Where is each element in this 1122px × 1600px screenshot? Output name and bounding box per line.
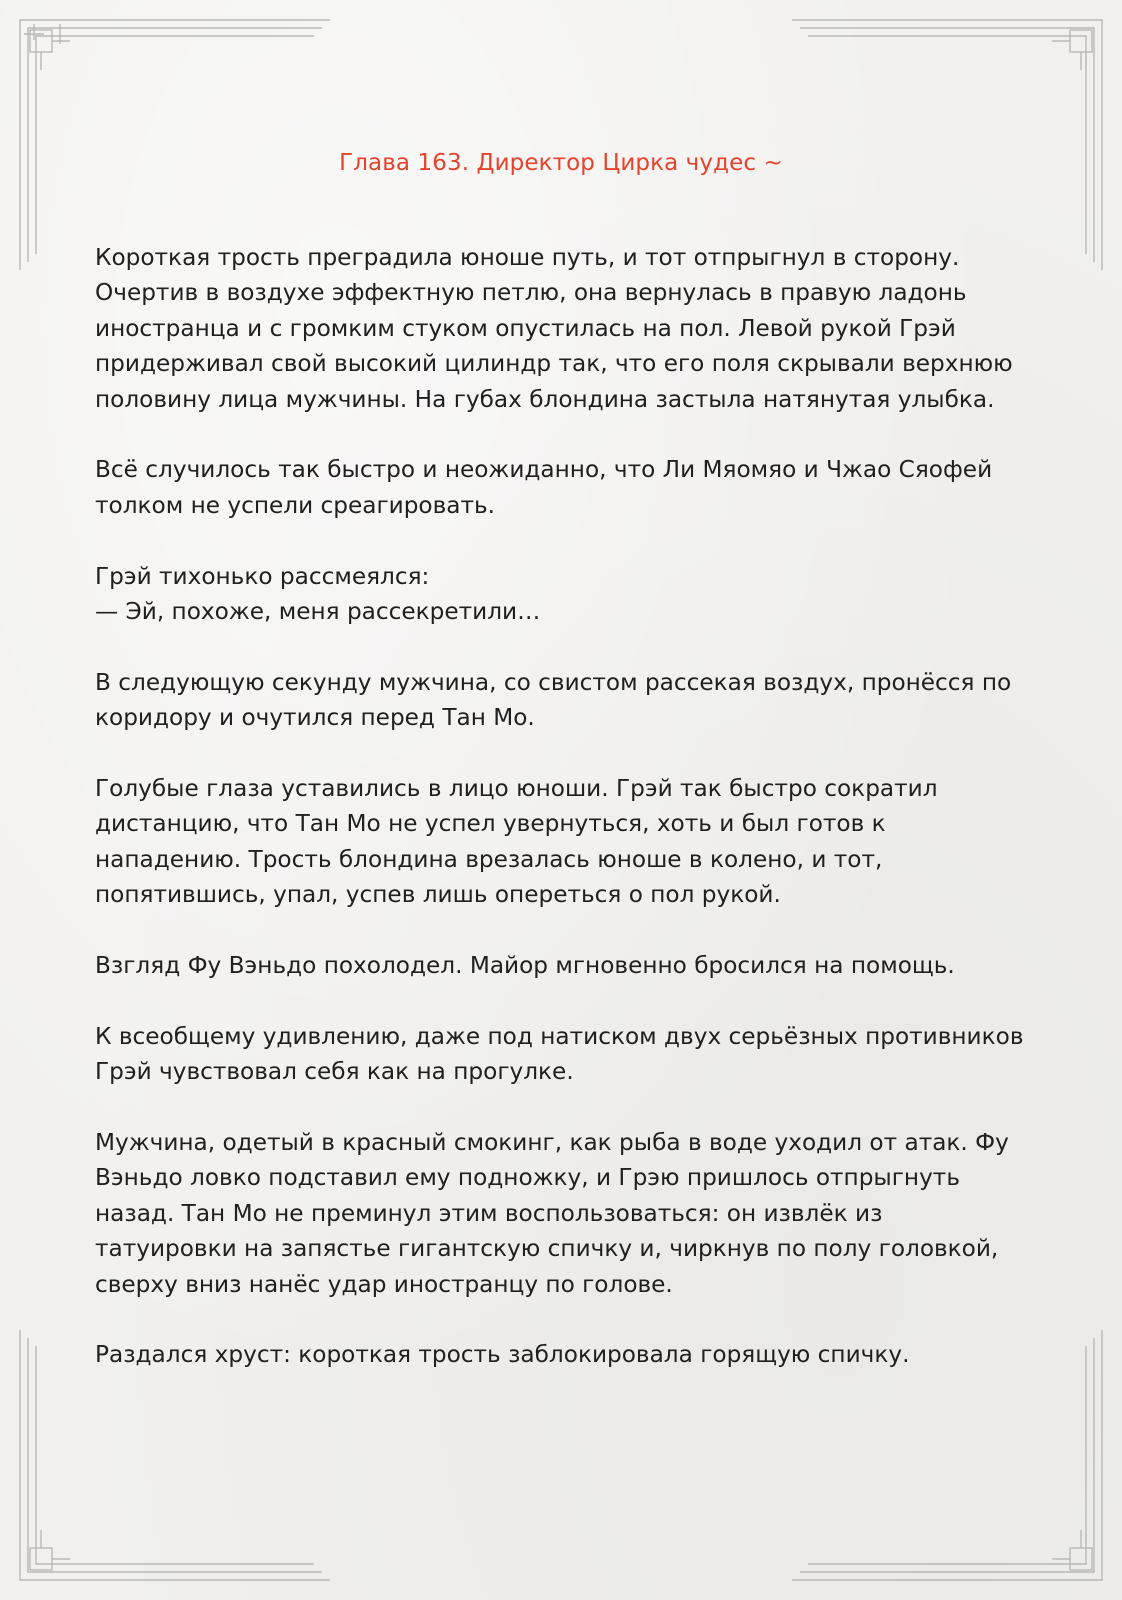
paragraph: Короткая трость преградила юноше путь, и тот отпрыгнул в сторону. Очертив в воздухе эффектную петлю, она вернулась в правую ладонь иностранца и с громким стуком опустилась на пол. Левой рукой Грэй придерживал свой высокий цилиндр так, что его поля скрывали верхнюю половину лица мужчины. На губах блондина застыла натянутая улыбка. — [95, 244, 1013, 413]
paragraph: Мужчина, одетый в красный смокинг, как рыба в воде уходил от атак. Фу Вэньдо ловко подставил ему подножку, и Грэю пришлось отпрыгнуть назад. Тан Мо не преминул этим воспользоваться: он извлёк из татуировки на запястье гигантскую спичку и, чиркнув по полу головкой, сверху вниз нанёс удар иностранцу по голове. — [95, 1129, 1009, 1298]
paragraph: Голубые глаза уставились в лицо юноши. Грэй так быстро сократил дистанцию, что Тан Мо не успел увернуться, хоть и был готов к нападению. Трость блондина врезалась юноше в колено, и тот, попятившись, упал, успев лишь опереться о пол рукой. — [95, 775, 938, 909]
chapter-title: Глава 163. Директор Цирка чудес ~ — [339, 150, 783, 176]
paragraph: В следующую секунду мужчина, со свистом рассекая воздух, пронёсся по коридору и очутился перед Тан Мо. — [95, 668, 1012, 732]
paragraph: Грэй тихонько рассмеялся: — Эй, похоже, меня рассекретили… — [95, 562, 541, 626]
paragraph: Всё случилось так быстро и неожиданно, что Ли Мяомяо и Чжао Сяофей толком не успели среагировать. — [95, 456, 993, 519]
paragraph: К всеобщему удивлению, даже под натиском двух серьёзных противников Грэй чувствовал себя как на прогулке. — [95, 1022, 1024, 1086]
corner-ornament-top-right — [792, 20, 1102, 270]
paragraph: Взгляд Фу Вэньдо похолодел. Майор мгновенно бросился на помощь. — [95, 952, 955, 980]
paragraph: Раздался хруст: короткая трость заблокировала горящую спичку. — [95, 1341, 910, 1369]
chapter-body — [95, 240, 1040, 1408]
corner-ornament-top-left — [20, 20, 330, 270]
